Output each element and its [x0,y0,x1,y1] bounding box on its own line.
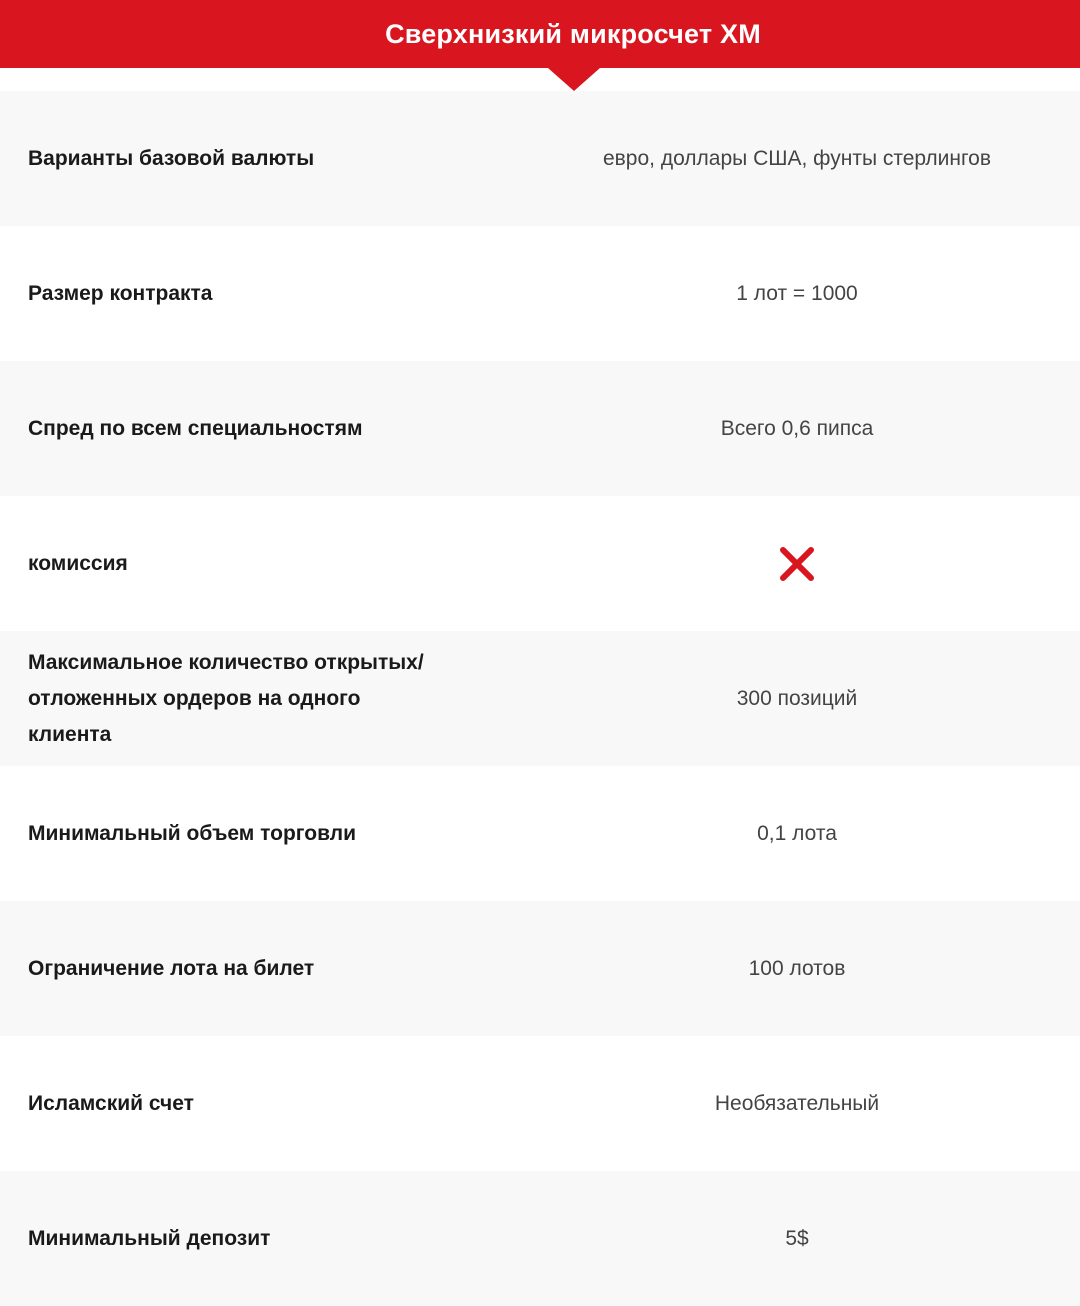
row-label-line: клиента [28,722,112,746]
row-label: Минимальный объем торговли [28,821,356,845]
table-row-islamic-account [0,1036,1080,1171]
row-label: Размер контракта [28,281,213,305]
table-row-base-currency [0,91,1080,226]
row-label: Исламский счет [28,1091,194,1115]
table-row-max-orders [0,631,1080,766]
row-value: евро, доллары США, фунты стерлингов [602,146,992,170]
header-pointer [548,68,600,91]
cross-icon [779,546,815,582]
table-row-min-volume [0,766,1080,901]
row-value: 0,1 лота [757,821,837,845]
page-header [0,0,1080,68]
row-value: Всего 0,6 пипса [720,416,874,440]
table-row-contract-size [0,226,1080,361]
row-value: 5$ [785,1226,809,1250]
row-label: комиссия [28,551,128,575]
row-value: Необязательный [714,1091,880,1115]
page-title: Сверхнизкий микросчет XM [385,18,761,49]
table-row-spread [0,361,1080,496]
row-label [0,645,468,753]
table-row-lot-limit [0,901,1080,1036]
row-value: 1 лот = 1000 [736,281,858,305]
row-value: 300 позиций [736,686,858,710]
table-row-commission [0,496,1080,631]
row-value: 100 лотов [748,956,846,980]
row-label: Минимальный депозит [28,1226,271,1250]
row-label-line: Максимальное количество открытых/ [28,650,424,674]
row-label: Ограничение лота на билет [28,956,315,980]
account-specs-table [0,91,1080,1306]
row-label: Спред по всем специальностям [28,416,363,440]
row-label: Варианты базовой валюты [28,146,315,170]
row-label-line: отложенных ордеров на одного [28,686,361,710]
